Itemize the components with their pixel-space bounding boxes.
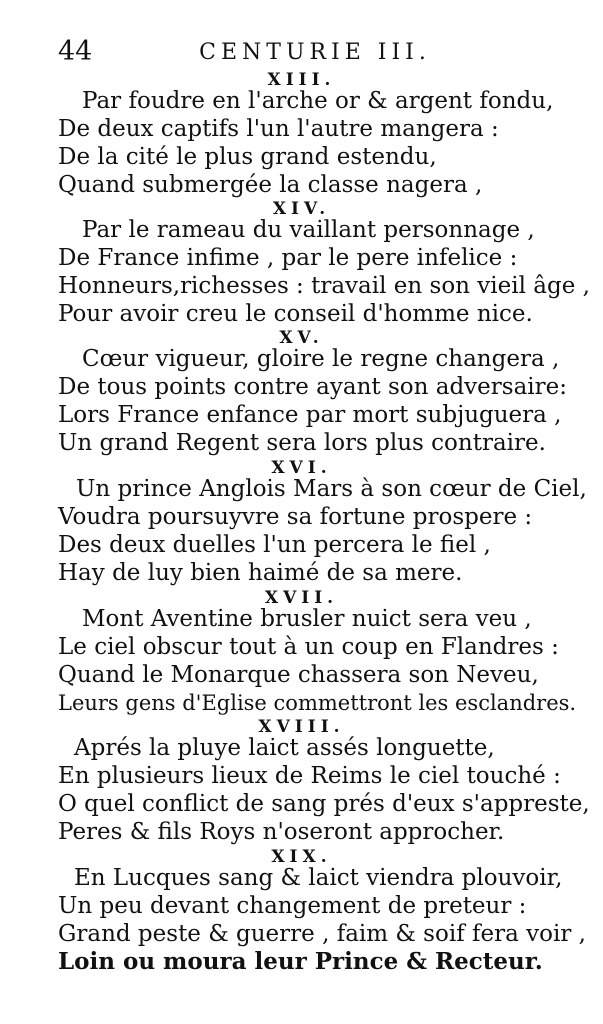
verse-line: Le ciel obscur tout à un coup en Flandres : [58, 634, 559, 660]
verse-line: Honneurs,richesses : travail en son vieil âge , [58, 273, 590, 299]
running-title: CENTURIE III. [199, 40, 431, 65]
verse-line: Quand submergée la classe nagera , [58, 172, 483, 198]
verse-line: Loin ou moura leur Prince & Recteur. [58, 948, 543, 975]
quatrain-number: XVIII. [258, 717, 345, 737]
verse-line: Aprés la pluye laict assés longuette, [74, 735, 495, 761]
verse-line: Par foudre en l'arche or & argent fondu, [82, 88, 554, 114]
quatrain-number: XVI. [271, 458, 332, 478]
verse-line: Des deux duelles l'un percera le fiel , [58, 532, 491, 558]
verse-line: Un peu devant changement de preteur : [58, 893, 527, 919]
verse-line: Grand peste & guerre , faim & soif fera voir , [58, 921, 586, 947]
verse-line: Pour avoir creu le conseil d'homme nice. [58, 301, 533, 327]
page-number: 44 [58, 36, 93, 67]
verse-line: Hay de luy bien haimé de sa mere. [58, 560, 463, 586]
verse-line: De deux captifs l'un l'autre mangera : [58, 116, 499, 142]
verse-line: En Lucques sang & laict viendra plouvoir, [74, 865, 563, 891]
verse-line: De la cité le plus grand estendu, [58, 144, 437, 170]
page-header [0, 34, 603, 74]
quatrain-number: XV. [279, 328, 324, 348]
quatrain-number: XIV. [272, 199, 331, 219]
verse-line: Cœur vigueur, gloire le regne changera , [82, 346, 560, 372]
verse-line: Voudra poursuyvre sa fortune prospere : [58, 504, 533, 530]
quatrain-number: XIX. [271, 847, 332, 867]
verse-line: Lors France enfance par mort subjuguera , [58, 402, 562, 428]
verse-line: Peres & fils Roys n'oseront approcher. [58, 819, 505, 845]
verse-line: Un grand Regent sera lors plus contraire. [58, 430, 546, 456]
verse-line: Leurs gens d'Eglise commettront les esclandres. [58, 691, 577, 715]
verse-line: De France infime , par le pere infelice : [58, 245, 518, 271]
verse-line: De tous points contre ayant son adversaire: [58, 374, 567, 400]
verse-line: Un prince Anglois Mars à son cœur de Ciel, [76, 476, 587, 502]
verse-line: Quand le Monarque chassera son Neveu, [58, 662, 539, 688]
quatrain-number: XVII. [264, 588, 339, 608]
verse-line: En plusieurs lieux de Reims le ciel touché : [58, 763, 561, 789]
quatrain-number: XIII. [267, 70, 336, 90]
verse-line: O quel conflict de sang prés d'eux s'appreste, [58, 791, 590, 817]
verse-line: Mont Aventine brusler nuict sera veu , [82, 606, 532, 632]
verse-line: Par le rameau du vaillant personnage , [82, 217, 535, 243]
